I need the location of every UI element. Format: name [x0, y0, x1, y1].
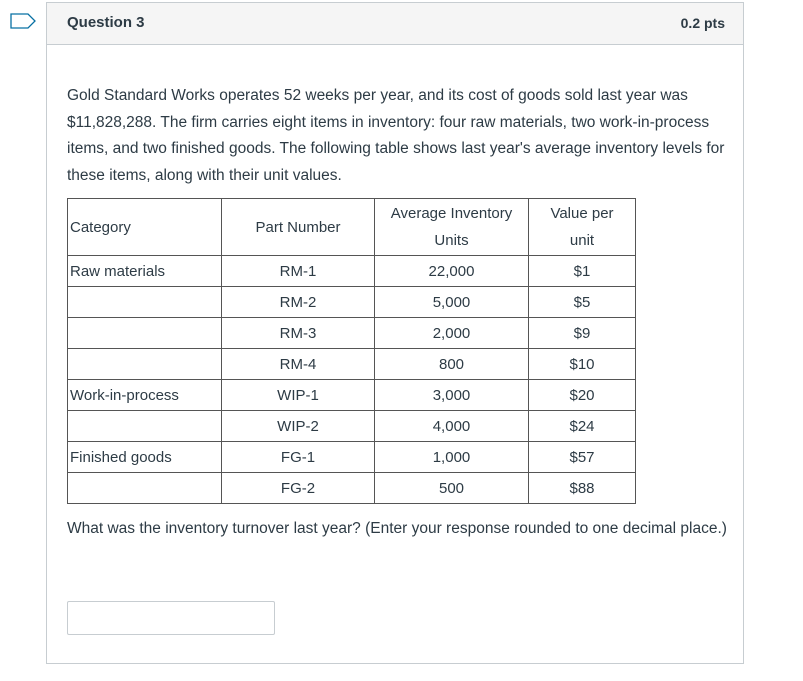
cell-category — [68, 473, 222, 504]
cell-part-number: WIP-1 — [222, 380, 375, 411]
question-text: Gold Standard Works operates 52 weeks per year, and its cost of goods sold last year was $11,828,288. The firm carries eight items in inventory: four raw materials, two work-in-process items, and two finished goods. The following table shows last year's average inventory levels for these items, along with their unit values. — [67, 87, 725, 184]
cell-part-number: RM-2 — [222, 287, 375, 318]
answer-input[interactable] — [67, 601, 275, 635]
cell-value: $20 — [529, 380, 636, 411]
cell-value: $57 — [529, 442, 636, 473]
table-row — [68, 473, 636, 504]
header-average-inventory — [375, 199, 529, 256]
cell-value: $88 — [529, 473, 636, 504]
header-average-inventory-line2: Units — [434, 232, 469, 249]
question-prompt: What was the inventory turnover last year? (Enter your response rounded to one decimal place.) — [67, 520, 727, 537]
table-header-row — [68, 199, 636, 256]
cell-part-number: FG-1 — [222, 442, 375, 473]
cell-part-number: RM-4 — [222, 349, 375, 380]
cell-units: 800 — [375, 349, 529, 380]
table-row — [68, 318, 636, 349]
cell-value: $5 — [529, 287, 636, 318]
table-row — [68, 411, 636, 442]
question-points: 0.2 pts — [680, 15, 725, 31]
header-average-inventory-line1: Average Inventory — [390, 205, 513, 222]
cell-part-number: FG-2 — [222, 473, 375, 504]
cell-category: Finished goods — [68, 442, 222, 473]
cell-units: 22,000 — [375, 256, 529, 287]
cell-category: Work-in-process — [68, 380, 222, 411]
table-row — [68, 256, 636, 287]
cell-part-number: RM-3 — [222, 318, 375, 349]
cell-value: $10 — [529, 349, 636, 380]
cell-units: 3,000 — [375, 380, 529, 411]
cell-units: 4,000 — [375, 411, 529, 442]
cell-value: $24 — [529, 411, 636, 442]
cell-category: Raw materials — [68, 256, 222, 287]
cell-part-number: RM-1 — [222, 256, 375, 287]
table-row — [68, 287, 636, 318]
header-value-per-unit-line2: unit — [569, 232, 595, 249]
cell-category — [68, 287, 222, 318]
header-value-per-unit-line1: Value per — [550, 205, 614, 222]
cell-part-number: WIP-2 — [222, 411, 375, 442]
cell-category — [68, 411, 222, 442]
header-value-per-unit — [529, 199, 636, 256]
table-row — [68, 349, 636, 380]
cell-units: 2,000 — [375, 318, 529, 349]
cell-units: 5,000 — [375, 287, 529, 318]
inventory-table — [67, 198, 636, 504]
question-header — [47, 3, 743, 45]
cell-value: $1 — [529, 256, 636, 287]
table-row — [68, 380, 636, 411]
cell-units: 500 — [375, 473, 529, 504]
cell-category — [68, 318, 222, 349]
question-card — [46, 2, 744, 664]
table-row — [68, 442, 636, 473]
question-title: Question 3 — [67, 14, 145, 31]
header-category: Category — [68, 199, 222, 256]
cell-units: 1,000 — [375, 442, 529, 473]
flag-question-icon[interactable] — [0, 13, 40, 29]
cell-value: $9 — [529, 318, 636, 349]
cell-category — [68, 349, 222, 380]
header-part-number: Part Number — [222, 199, 375, 256]
